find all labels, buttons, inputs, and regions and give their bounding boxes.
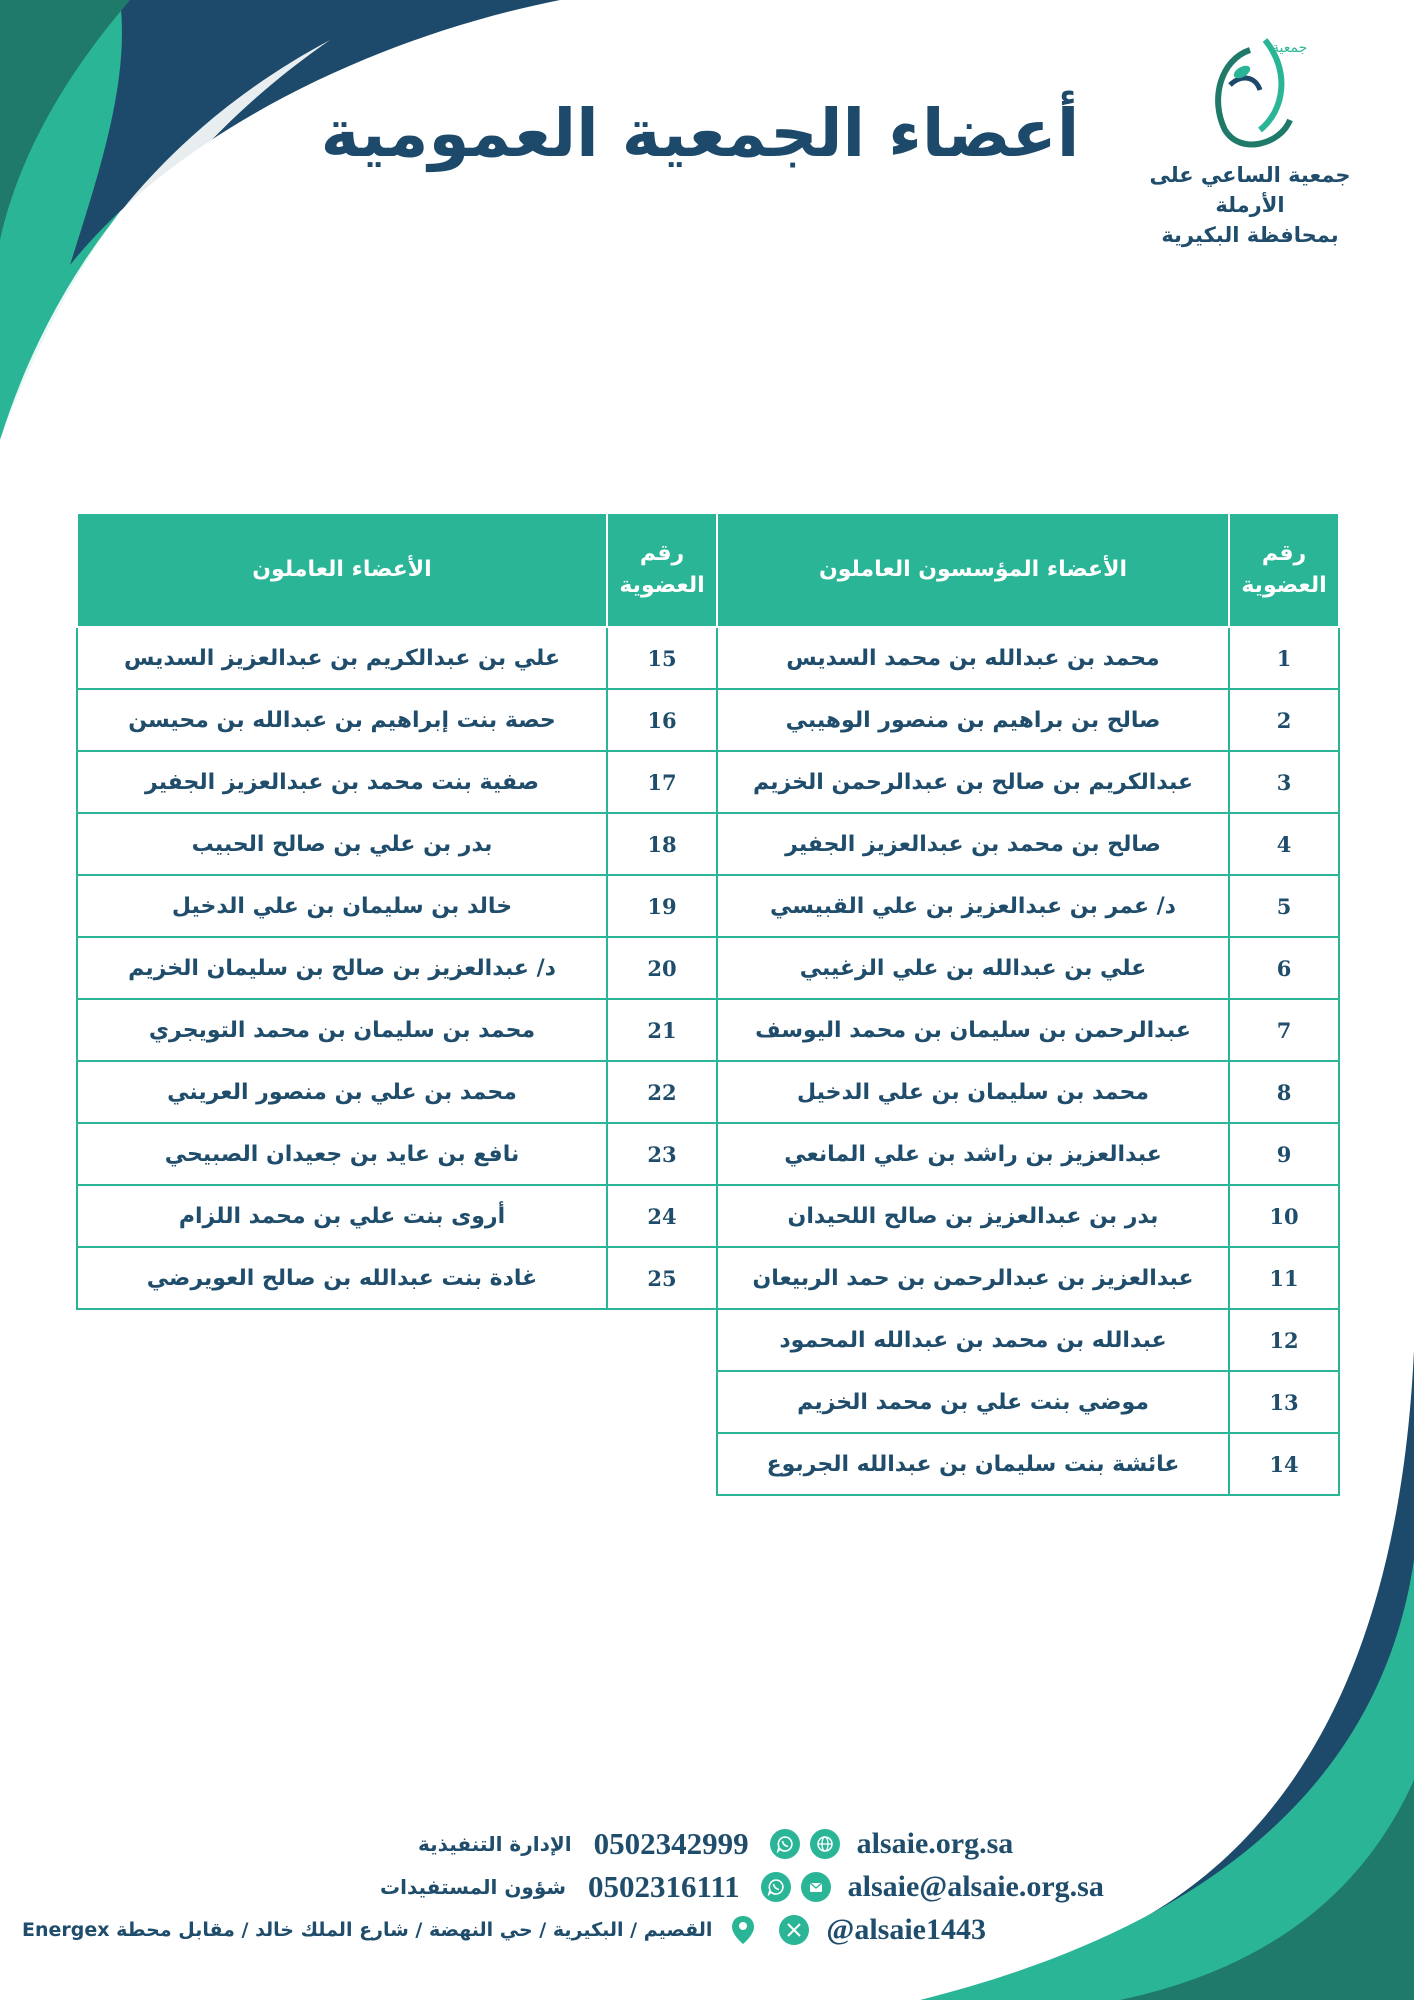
founder-name: عبدالعزيز بن عبدالرحمن بن حمد الربيعان [717, 1247, 1229, 1309]
members-table [76, 512, 1340, 1496]
org-name-line1: جمعية الساعي على الأرملة [1149, 163, 1351, 217]
globe-icon [810, 1829, 840, 1859]
footer-row-website [418, 1826, 1013, 1862]
founder-number: 2 [1229, 689, 1339, 751]
worker-number: 23 [607, 1123, 717, 1185]
table-row [77, 751, 1339, 813]
founder-name: عبدالعزيز بن راشد بن علي المانعي [717, 1123, 1229, 1185]
founder-name: د/ عمر بن عبدالعزيز بن علي القبيسي [717, 875, 1229, 937]
founder-number: 7 [1229, 999, 1339, 1061]
founder-name: محمد بن سليمان بن علي الدخيل [717, 1061, 1229, 1123]
worker-name: أروى بنت علي بن محمد اللزام [77, 1185, 607, 1247]
table-row [77, 1247, 1339, 1309]
footer-row-address [22, 1913, 986, 1947]
founder-number: 4 [1229, 813, 1339, 875]
founder-name: محمد بن عبدالله بن محمد السديس [717, 627, 1229, 689]
whatsapp-icon [770, 1829, 800, 1859]
table-row [77, 1185, 1339, 1247]
label-beneficiaries: شؤون المستفيدات [380, 1875, 567, 1899]
founder-number: 3 [1229, 751, 1339, 813]
organization-logo [1120, 30, 1380, 247]
founder-name: عبدالله بن محمد بن عبدالله المحمود [717, 1309, 1229, 1371]
founder-number: 6 [1229, 937, 1339, 999]
worker-number: 24 [607, 1185, 717, 1247]
empty-cell [77, 1371, 607, 1433]
worker-number: 20 [607, 937, 717, 999]
worker-name: محمد بن سليمان بن محمد التويجري [77, 999, 607, 1061]
table-row [77, 1123, 1339, 1185]
table-row [77, 813, 1339, 875]
founder-number: 11 [1229, 1247, 1339, 1309]
whatsapp-icon [761, 1872, 791, 1902]
table-row [77, 937, 1339, 999]
worker-number: 16 [607, 689, 717, 751]
table-header-row [77, 513, 1339, 627]
worker-number: 17 [607, 751, 717, 813]
table-row [77, 999, 1339, 1061]
phone-executive[interactable]: 0502342999 [593, 1826, 749, 1861]
twitter-handle[interactable]: @alsaie1443 [826, 1913, 986, 1946]
worker-number: 15 [607, 627, 717, 689]
worker-name: د/ عبدالعزيز بن صالح بن سليمان الخزيم [77, 937, 607, 999]
founder-name: عائشة بنت سليمان بن عبدالله الجربوع [717, 1433, 1229, 1495]
founder-number: 5 [1229, 875, 1339, 937]
worker-number: 18 [607, 813, 717, 875]
logo-mark-icon [1180, 30, 1320, 160]
worker-name: حصة بنت إبراهيم بن عبدالله بن محيسن [77, 689, 607, 751]
founder-name: بدر بن عبدالعزيز بن صالح اللحيدان [717, 1185, 1229, 1247]
empty-cell [607, 1309, 717, 1371]
location-pin-icon [730, 1914, 756, 1946]
table-row [77, 1061, 1339, 1123]
worker-number: 21 [607, 999, 717, 1061]
founder-number: 9 [1229, 1123, 1339, 1185]
empty-cell [77, 1309, 607, 1371]
founder-number: 8 [1229, 1061, 1339, 1123]
worker-name: غادة بنت عبدالله بن صالح العويرضي [77, 1247, 607, 1309]
founder-number: 10 [1229, 1185, 1339, 1247]
table-row [77, 689, 1339, 751]
founder-number: 1 [1229, 627, 1339, 689]
empty-cell [77, 1433, 607, 1495]
empty-cell [607, 1433, 717, 1495]
founder-number: 14 [1229, 1433, 1339, 1495]
footer-row-email [380, 1869, 1104, 1905]
table-row [77, 1433, 1339, 1495]
table-row [77, 875, 1339, 937]
email-icon [801, 1872, 831, 1902]
worker-name: محمد بن علي بن منصور العريني [77, 1061, 607, 1123]
x-icon[interactable] [779, 1915, 809, 1945]
worker-name: صفية بنت محمد بن عبدالعزيز الجفير [77, 751, 607, 813]
phone-beneficiaries[interactable]: 0502316111 [588, 1869, 740, 1904]
table-row [77, 1371, 1339, 1433]
founder-number: 12 [1229, 1309, 1339, 1371]
logo-word: جمعية [1272, 40, 1308, 56]
founder-name: علي بن عبدالله بن علي الزغيبي [717, 937, 1229, 999]
website-link[interactable]: alsaie.org.sa [856, 1827, 1014, 1860]
worker-number: 19 [607, 875, 717, 937]
founder-name: عبدالرحمن بن سليمان بن محمد اليوسف [717, 999, 1229, 1061]
worker-name: بدر بن علي بن صالح الحبيب [77, 813, 607, 875]
org-name-line2: بمحافظة البكيرية [1161, 223, 1339, 247]
worker-name: خالد بن سليمان بن علي الدخيل [77, 875, 607, 937]
worker-number: 22 [607, 1061, 717, 1123]
founder-name: صالح بن براهيم بن منصور الوهيبي [717, 689, 1229, 751]
header-founders-number: رقم العضوية [1229, 513, 1339, 627]
table-row [77, 1309, 1339, 1371]
founder-name: عبدالكريم بن صالح بن عبدالرحمن الخزيم [717, 751, 1229, 813]
address-text: القصيم / البكيرية / حي النهضة / شارع الملك خالد / مقابل محطة Energex [22, 1919, 713, 1941]
header-workers: الأعضاء العاملون [77, 513, 607, 627]
label-executive: الإدارة التنفيذية [418, 1832, 572, 1856]
founder-name: صالح بن محمد بن عبدالعزيز الجفير [717, 813, 1229, 875]
header-workers-number: رقم العضوية [607, 513, 717, 627]
founder-number: 13 [1229, 1371, 1339, 1433]
worker-name: نافع بن عايد بن جعيدان الصبيحي [77, 1123, 607, 1185]
founder-name: موضي بنت علي بن محمد الخزيم [717, 1371, 1229, 1433]
table-row [77, 627, 1339, 689]
email-link[interactable]: alsaie@alsaie.org.sa [847, 1870, 1104, 1903]
header-founders: الأعضاء المؤسسون العاملون [717, 513, 1229, 627]
worker-name: علي بن عبدالكريم بن عبدالعزيز السديس [77, 627, 607, 689]
worker-number: 25 [607, 1247, 717, 1309]
empty-cell [607, 1371, 717, 1433]
members-body [77, 627, 1339, 1495]
page-title: أعضاء الجمعية العمومية [320, 95, 1080, 172]
